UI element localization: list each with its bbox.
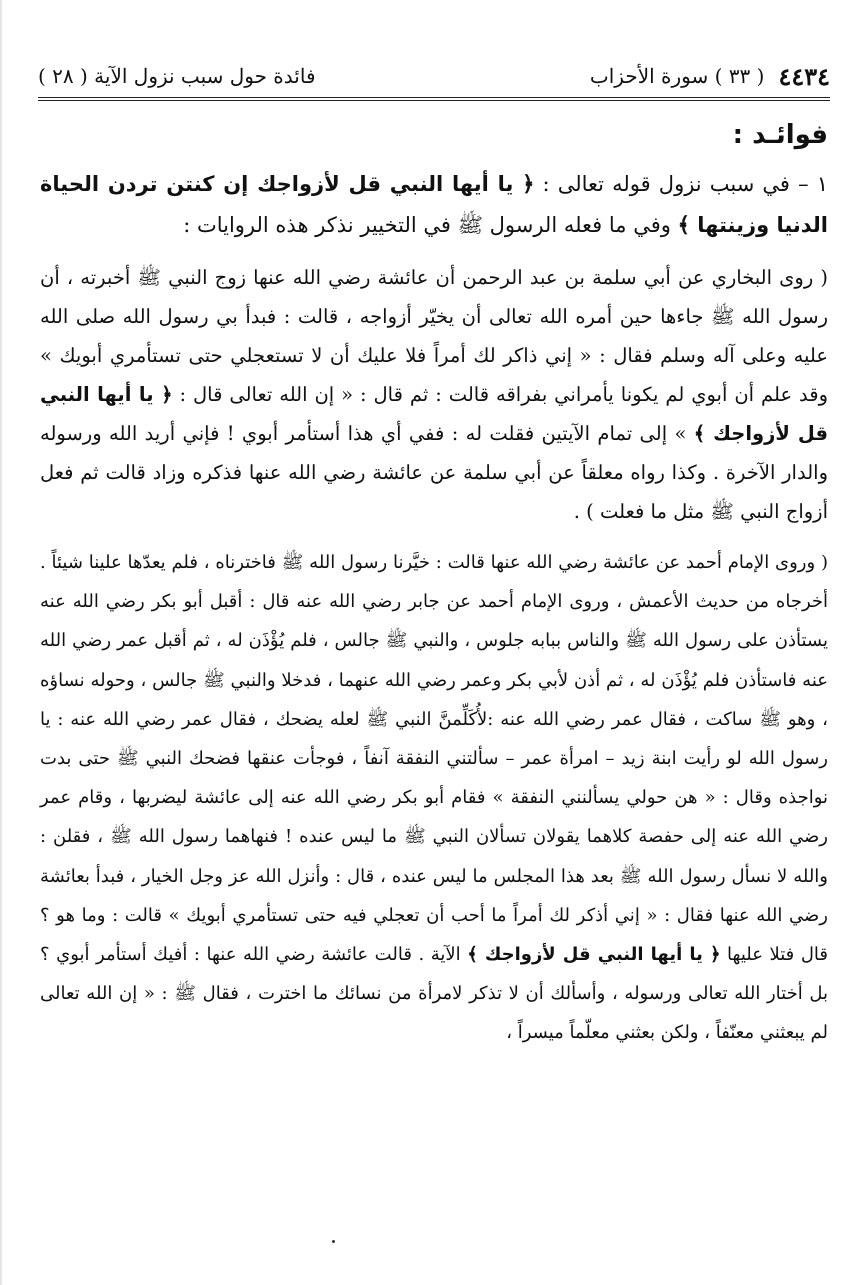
quran-verse: ﴿ يا أيها النبي قل لأزواجك ﴾ [467,944,721,966]
paragraph-ahmad [40,543,828,1053]
quran-verse: ﴿ يا أيها النبي قل لأزواجك ﴾ [40,383,828,445]
paragraph-text: ( وروى الإمام أحمد عن عائشة رضي الله عنها قالت : خيَّرنا رسول الله ﷺ فاخترناه ، فلم يعدّها علينا شيئاً . أخرجاه من حديث الأعمش ، وروى الإمام أحمد عن جابر رضي الله عنه قال : أقبل أبو بكر رضي الله عنه يستأذن على رسول الله ﷺ والناس ببابه جلوس ، والنبي ﷺ جالس ، فلم يُؤْذَن له ، ثم أقبل عمر رضي الله عنه فاستأذن فلم يُؤْذَن له ، ثم أذن لأبي بكر وعمر رضي الله عنهما ، فدخلا والنبي ﷺ جالس ، وحوله نساؤه ، وهو ﷺ ساكت ، فقال عمر رضي الله عنه :لأُكَلِّمنَّ النبي ﷺ لعله يضحك ، فقال عمر رضي الله عنه : يا رسول الله لو رأيت ابنة زيد – امرأة عمر – سألتني النفقة آنفاً ، فوجأت عنقها فضحك النبي ﷺ حتى بدت نواجذه وقال : « هن حولي يسألنني النفقة » فقام أبو بكر رضي الله عنه إلى عائشة ليضربها ، وقام عمر رضي الله عنه إلى حفصة كلاهما يقولان تسألان النبي ﷺ ما ليس عنده ! فنهاهما رسول الله ﷺ ، فقلن : والله لا نسأل رسول الله ﷺ بعد هذا المجلس ما ليس عنده ، قال : وأنزل الله عز وجل الخيار ، فبدأ بعائشة رضي الله عنها فقال : « إني أذكر لك أمراً ما أحب أن تعجلي فيه حتى تستأمري أبويك » قالت : وما هو ؟ قال فتلا عليها [40,552,828,966]
header-rule [38,97,830,98]
paragraph-text: الآية . قالت عائشة رضي الله عنها : أفيك أستأمر أبوي ؟ بل أختار الله تعالى ورسوله ، وأسألك أن لا تذكر لامرأة من نسائك ما اخترت ، فقال ﷺ : « إن الله تعالى لم يبعثني معنّفاً ، ولكن بعثني معلّماً ميسراً ، [40,944,828,1044]
paragraph-text: ( روى البخاري عن أبي سلمة بن عبد الرحمن أن عائشة رضي الله عنها زوج النبي ﷺ أخبرته ، أن رسول الله ﷺ جاءها حين أمره الله تعالى أن يخيّر أزواجه ، قالت : فبدأ بي رسول الله صلى الله عليه وعلى آله وسلم فقال : « إني ذاكر لك أمراً فلا عليك أن لا تستعجلي حتى تستأمري أبويك » وقد علم أن أبوي لم يكونا يأمراني بفراقه قالت : ثم قال : « إن الله تعالى قال : [40,266,828,406]
running-header [38,56,830,96]
topic-title: فائدة حول سبب نزول الآية ( ٢٨ ) [38,64,316,88]
header-rule-thin [38,100,830,101]
main-content [40,120,828,1053]
quran-verse: ﴿ يا أيها النبي قل لأزواجك إن كنتن تردن الحياة الدنيا وزينتها ﴾ [40,172,828,237]
page-edge-shadow [0,0,3,1285]
section-heading: فوائـد : [732,120,828,150]
paragraph-bukhari [40,258,828,531]
paragraph-text: » إلى تمام الآيتين فقلت له : ففي أي هذا أستأمر أبوي ! فإني أريد الله ورسوله والدار الآخرة . وكذا رواه معلقاً عن أبي سلمة عن عائشة رضي الله عنها فذكره وزاد قالت ثم فعل أزواج النبي ﷺ مثل ما فعلت ) . [40,422,828,523]
surah-title: ( ٣٣ ) سورة الأحزاب [589,64,765,88]
page-number: ٤٤٣٤ [778,61,830,91]
paragraph-text: وفي ما فعله الرسول ﷺ في التخيير نذكر هذه الروايات : [183,213,678,237]
page-speck [332,1240,335,1243]
header-right [590,62,830,91]
paragraph-intro [40,164,828,246]
paragraph-text: ١ – في سبب نزول قوله تعالى : [534,172,828,196]
